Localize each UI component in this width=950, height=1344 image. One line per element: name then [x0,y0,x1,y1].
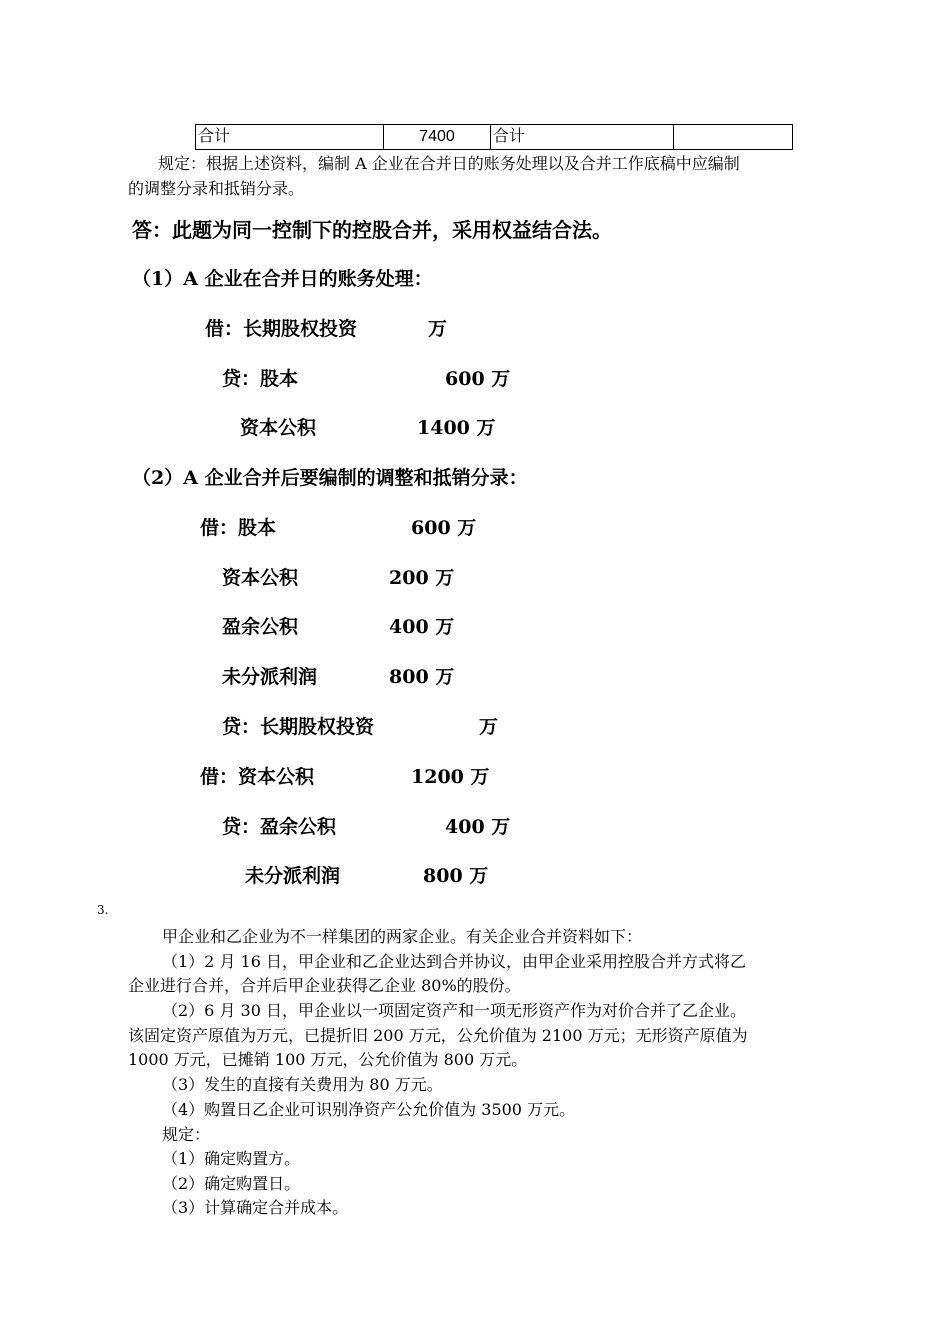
question-line: 1000 万元，已摊销 100 万元，公允价值为 800 万元。 [128,1050,528,1069]
entry-label: 贷：盈余公积 [222,816,337,838]
question-number: 3. [97,903,109,917]
entry-label: 贷：长期股权投资 [222,716,375,738]
entry-label: 借：资本公积 [200,766,315,788]
question-line: （1）确定购置方。 [162,1149,301,1168]
question-line: （3）发生的直接有关费用为 80 万元。 [162,1075,443,1094]
question-line: 规定： [162,1125,211,1144]
question-line: （4）购置日乙企业可识别净资产公允价值为 3500 万元。 [162,1100,576,1119]
question-line: （2）确定购置日。 [162,1174,301,1193]
question-line: （2）6 月 30 日，甲企业以一项固定资产和一项无形资产作为对价合并了乙企业。 [162,1001,746,1020]
entry-amount: 600 万 [411,517,477,539]
entry-amount: 1400 万 [417,417,496,439]
table-cell: 合计 [491,125,674,150]
entry-label: 资本公积 [240,417,317,439]
part2-title: （2）A 企业合并后要编制的调整和抵销分录： [132,467,528,489]
table-cell: 合计 [196,125,384,150]
entry-amount: 400 万 [389,616,455,638]
table-row [196,125,793,150]
entry-label: 未分派利润 [245,865,341,887]
requirement-line: 规定：根据上述资料，编制 A 企业在合并日的账务处理以及合并工作底稿中应编制 [158,154,740,173]
question-line: 企业进行合并，合并后甲企业获得乙企业 80%的股份。 [128,976,521,995]
table-cell [674,125,793,150]
entry-amount: 200 万 [389,567,455,589]
summary-table [195,124,793,150]
entry-label: 资本公积 [222,567,299,589]
entry-amount: 800 万 [389,666,455,688]
entry-label: 借：股本 [200,517,277,539]
entry-amount: 1200 万 [411,766,490,788]
table-cell: 7400 [384,125,491,150]
entry-amount: 600 万 [445,368,511,390]
entry-amount: 万 [428,318,448,340]
question-line: 该固定资产原值为万元，已提折旧 200 万元，公允价值为 2100 万元；无形资产原值为 [128,1026,748,1045]
entry-amount: 800 万 [423,865,489,887]
answer-title: 答：此题为同一控制下的控股合并，采用权益结合法。 [132,218,612,242]
question-line: （3）计算确定合并成本。 [162,1198,349,1217]
entry-label: 盈余公积 [222,616,299,638]
question-line: 甲企业和乙企业为不一样集团的两家企业。有关企业合并资料如下： [162,927,643,946]
entry-label: 未分派利润 [222,666,318,688]
entry-amount: 万 [479,716,499,738]
entry-amount: 400 万 [445,816,511,838]
requirement-line: 的调整分录和抵销分录。 [128,179,305,198]
entry-label: 借：长期股权投资 [205,318,358,340]
part1-title: （1）A 企业在合并日的账务处理： [132,268,433,290]
entry-label: 贷：股本 [222,368,299,390]
question-line: （1）2 月 16 日，甲企业和乙企业达到合并协议，由甲企业采用控股合并方式将乙 [162,952,746,971]
